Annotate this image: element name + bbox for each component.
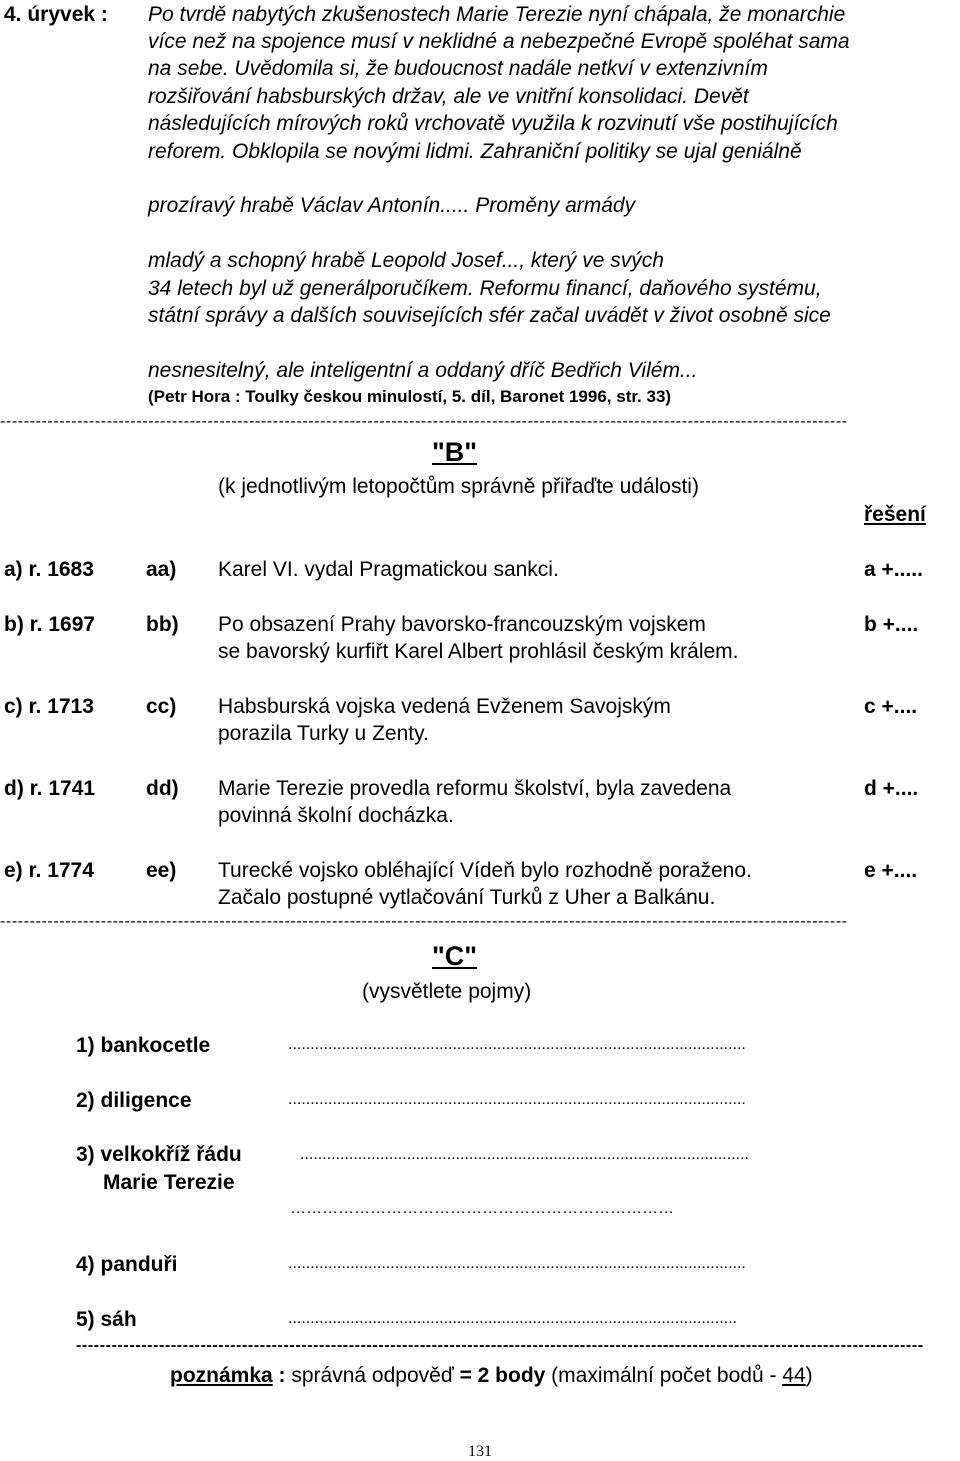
excerpt-line: státní správy a dalších souvisejících sfér začal uvádět v život osobně sice bbox=[148, 304, 831, 327]
note-text: správná odpověď bbox=[291, 1364, 460, 1387]
event-text: Habsburská vojska vedená Evženem Savojským bbox=[218, 695, 671, 718]
excerpt-line: na sebe. Uvědomila si, že budoucnost nadále netkví v extenzivním bbox=[148, 57, 768, 80]
note-colon: : bbox=[272, 1364, 292, 1387]
term-label: 2) diligence bbox=[76, 1089, 192, 1112]
event-text: se bavorský kurfiřt Karel Albert prohlásil českým králem. bbox=[218, 640, 739, 663]
answer-line[interactable]: ……………………………………………………………… bbox=[290, 1200, 674, 1217]
year-label: e) r. 1774 bbox=[4, 859, 94, 882]
answer-slot[interactable]: d +.... bbox=[864, 777, 919, 800]
term-label: Marie Terezie bbox=[103, 1171, 235, 1194]
event-code: dd) bbox=[146, 777, 179, 800]
year-label: c) r. 1713 bbox=[4, 695, 94, 718]
event-code: bb) bbox=[146, 613, 179, 636]
event-text: Turecké vojsko obléhající Vídeň bylo rozhodně poraženo. bbox=[218, 859, 752, 882]
answer-slot[interactable]: c +.... bbox=[864, 695, 918, 718]
page-number: 131 bbox=[468, 1443, 492, 1460]
event-text: Karel VI. vydal Pragmatickou sankci. bbox=[218, 558, 559, 581]
excerpt-line: více než na spojence musí v neklidné a nebezpečné Evropě spoléhat sama bbox=[148, 30, 850, 53]
note-label: poznámka bbox=[170, 1364, 273, 1387]
note-text: ) bbox=[805, 1364, 813, 1387]
event-code: aa) bbox=[146, 558, 177, 581]
section-b-title: "B" bbox=[432, 437, 478, 467]
divider: ----------------------------------------------------------------------------------------------------------------------------------------------- bbox=[76, 1338, 924, 1354]
answer-slot[interactable]: a +..... bbox=[864, 558, 923, 581]
event-text: povinná školní docházka. bbox=[218, 804, 454, 827]
excerpt-label: 4. úryvek : bbox=[4, 3, 108, 26]
term-label: 1) bankocetle bbox=[76, 1034, 211, 1057]
answer-slot[interactable]: e +.... bbox=[864, 859, 918, 882]
note-text: (maximální počet bodů - bbox=[545, 1364, 783, 1387]
excerpt-line: Po tvrdě nabytých zkušenostech Marie Terezie nyní chápala, že monarchie bbox=[148, 3, 846, 26]
answer-line[interactable]: ....................................................................................................... bbox=[288, 1091, 746, 1108]
term-label: 5) sáh bbox=[76, 1308, 137, 1331]
answer-line[interactable]: ....................................................................................................... bbox=[288, 1255, 746, 1272]
excerpt-line: nesnesitelný, ale inteligentní a oddaný dříč Bedřich Vilém... bbox=[148, 359, 698, 382]
answer-line[interactable]: ..................................................................................................... bbox=[288, 1310, 737, 1327]
excerpt-line: 34 letech byl už generálporučíkem. Reformu financí, daňového systému, bbox=[148, 277, 822, 300]
excerpt-source: (Petr Hora : Toulky českou minulostí, 5. díl, Baronet 1996, str. 33) bbox=[148, 387, 672, 406]
year-label: d) r. 1741 bbox=[4, 777, 96, 800]
excerpt-line: následujících mírových roků vrchovatě využila k rozvinutí vše postihujících bbox=[148, 112, 838, 135]
term-label: 4) panduři bbox=[76, 1253, 178, 1276]
excerpt-line: mladý a schopný hrabě Leopold Josef..., který ve svých bbox=[148, 249, 664, 272]
excerpt-line: prozíravý hrabě Václav Antonín..... Proměny armády bbox=[148, 194, 636, 217]
divider: ----------------------------------------------------------------------------------------------------------------------------------------------- bbox=[0, 914, 848, 930]
term-label: 3) velkokříž řádu bbox=[76, 1143, 242, 1166]
section-c-instruction: (vysvětlete pojmy) bbox=[362, 980, 532, 1003]
divider: ----------------------------------------------------------------------------------------------------------------------------------------------- bbox=[0, 414, 848, 430]
solution-label: řešení bbox=[864, 503, 926, 526]
note bbox=[170, 1362, 813, 1389]
event-text: Po obsazení Prahy bavorsko-francouzským vojskem bbox=[218, 613, 706, 636]
event-code: cc) bbox=[146, 695, 177, 718]
year-label: b) r. 1697 bbox=[4, 613, 96, 636]
excerpt-line: reforem. Obklopila se novými lidmi. Zahraniční politiky se ujal geniálně bbox=[148, 140, 802, 163]
event-code: ee) bbox=[146, 859, 177, 882]
section-c-title: "C" bbox=[432, 941, 478, 971]
answer-line[interactable]: ..................................................................................................... bbox=[300, 1146, 749, 1163]
event-text: porazila Turky u Zenty. bbox=[218, 722, 429, 745]
year-label: a) r. 1683 bbox=[4, 558, 94, 581]
answer-slot[interactable]: b +.... bbox=[864, 613, 919, 636]
section-b-instruction: (k jednotlivým letopočtům správně přiřaďte události) bbox=[218, 475, 699, 498]
note-max-points: 44 bbox=[782, 1364, 806, 1387]
event-text: Marie Terezie provedla reformu školství, byla zavedena bbox=[218, 777, 732, 800]
event-text: Začalo postupné vytlačování Turků z Uher a Balkánu. bbox=[218, 886, 716, 909]
answer-line[interactable]: ....................................................................................................... bbox=[288, 1036, 746, 1053]
excerpt-line: rozšiřování habsburských držav, ale ve vnitřní konsolidaci. Devět bbox=[148, 85, 749, 108]
note-points-rule: = 2 body bbox=[459, 1364, 546, 1387]
